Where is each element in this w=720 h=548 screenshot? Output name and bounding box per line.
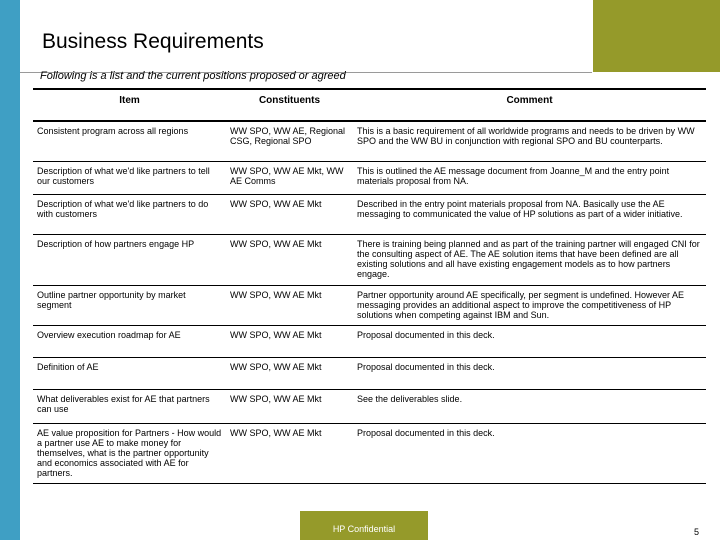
table-row — [33, 357, 706, 389]
cell-constituents: WW SPO, WW AE Mkt — [226, 423, 353, 483]
table-row — [33, 423, 706, 483]
page-number: 5 — [694, 527, 700, 537]
cell-comment: There is training being planned and as part of the training partner will engaged CNI for the consulting aspect of AE. The AE solution items that have been defined are all existing solutions and all have existing engagement models as to how partners engage. — [353, 234, 706, 285]
table-row — [33, 389, 706, 423]
cell-constituents: WW SPO, WW AE Mkt — [226, 285, 353, 325]
table-row — [33, 194, 706, 234]
cell-item: What deliverables exist for AE that partners can use — [33, 389, 226, 423]
header-item: Item — [33, 89, 226, 121]
cell-constituents: WW SPO, WW AE Mkt, WW AE Comms — [226, 161, 353, 194]
cell-item: Consistent program across all regions — [33, 121, 226, 161]
cell-item: Outline partner opportunity by market segment — [33, 285, 226, 325]
cell-comment: Proposal documented in this deck. — [353, 325, 706, 357]
page-title: Business Requirements — [42, 30, 264, 53]
left-accent-bar — [0, 0, 20, 540]
header-constituents: Constituents — [226, 89, 353, 121]
page-subtitle: Following is a list and the current positions proposed or agreed — [40, 70, 346, 82]
cell-item: Description of what we'd like partners to tell our customers — [33, 161, 226, 194]
cell-constituents: WW SPO, WW AE, Regional CSG, Regional SPO — [226, 121, 353, 161]
cell-comment: Described in the entry point materials proposal from NA. Basically use the AE messaging to communicated the value of HP solutions as part of a wider initiative. — [353, 194, 706, 234]
cell-constituents: WW SPO, WW AE Mkt — [226, 389, 353, 423]
cell-item: Overview execution roadmap for AE — [33, 325, 226, 357]
cell-item: Description of what we'd like partners to do with customers — [33, 194, 226, 234]
cell-item: AE value proposition for Partners - How would a partner use AE to make money for themselves, what is the partner opportunity and economics associated with AE for partners. — [33, 423, 226, 483]
cell-comment: Proposal documented in this deck. — [353, 357, 706, 389]
cell-item: Definition of AE — [33, 357, 226, 389]
requirements-table — [33, 88, 706, 484]
confidential-label: HP Confidential — [300, 511, 428, 540]
table-row — [33, 285, 706, 325]
table-row — [33, 121, 706, 161]
table-row — [33, 161, 706, 194]
corner-brand-block — [593, 0, 720, 72]
cell-comment: This is a basic requirement of all worldwide programs and needs to be driven by WW SPO and the WW BU in conjunction with regional SPO and BU counterparts. — [353, 121, 706, 161]
cell-item: Description of how partners engage HP — [33, 234, 226, 285]
cell-constituents: WW SPO, WW AE Mkt — [226, 194, 353, 234]
cell-comment: This is outlined the AE message document from Joanne_M and the entry point materials proposal from NA. — [353, 161, 706, 194]
header-comment: Comment — [353, 89, 706, 121]
cell-constituents: WW SPO, WW AE Mkt — [226, 357, 353, 389]
cell-comment: See the deliverables slide. — [353, 389, 706, 423]
table-header-row — [33, 89, 706, 121]
cell-constituents: WW SPO, WW AE Mkt — [226, 234, 353, 285]
table-row — [33, 325, 706, 357]
cell-comment: Partner opportunity around AE specifically, per segment is undefined. However AE messaging provides an additional aspect to improve the competitiveness of HP solutions when competing against IBM and Sun. — [353, 285, 706, 325]
cell-comment: Proposal documented in this deck. — [353, 423, 706, 483]
cell-constituents: WW SPO, WW AE Mkt — [226, 325, 353, 357]
table-row — [33, 234, 706, 285]
